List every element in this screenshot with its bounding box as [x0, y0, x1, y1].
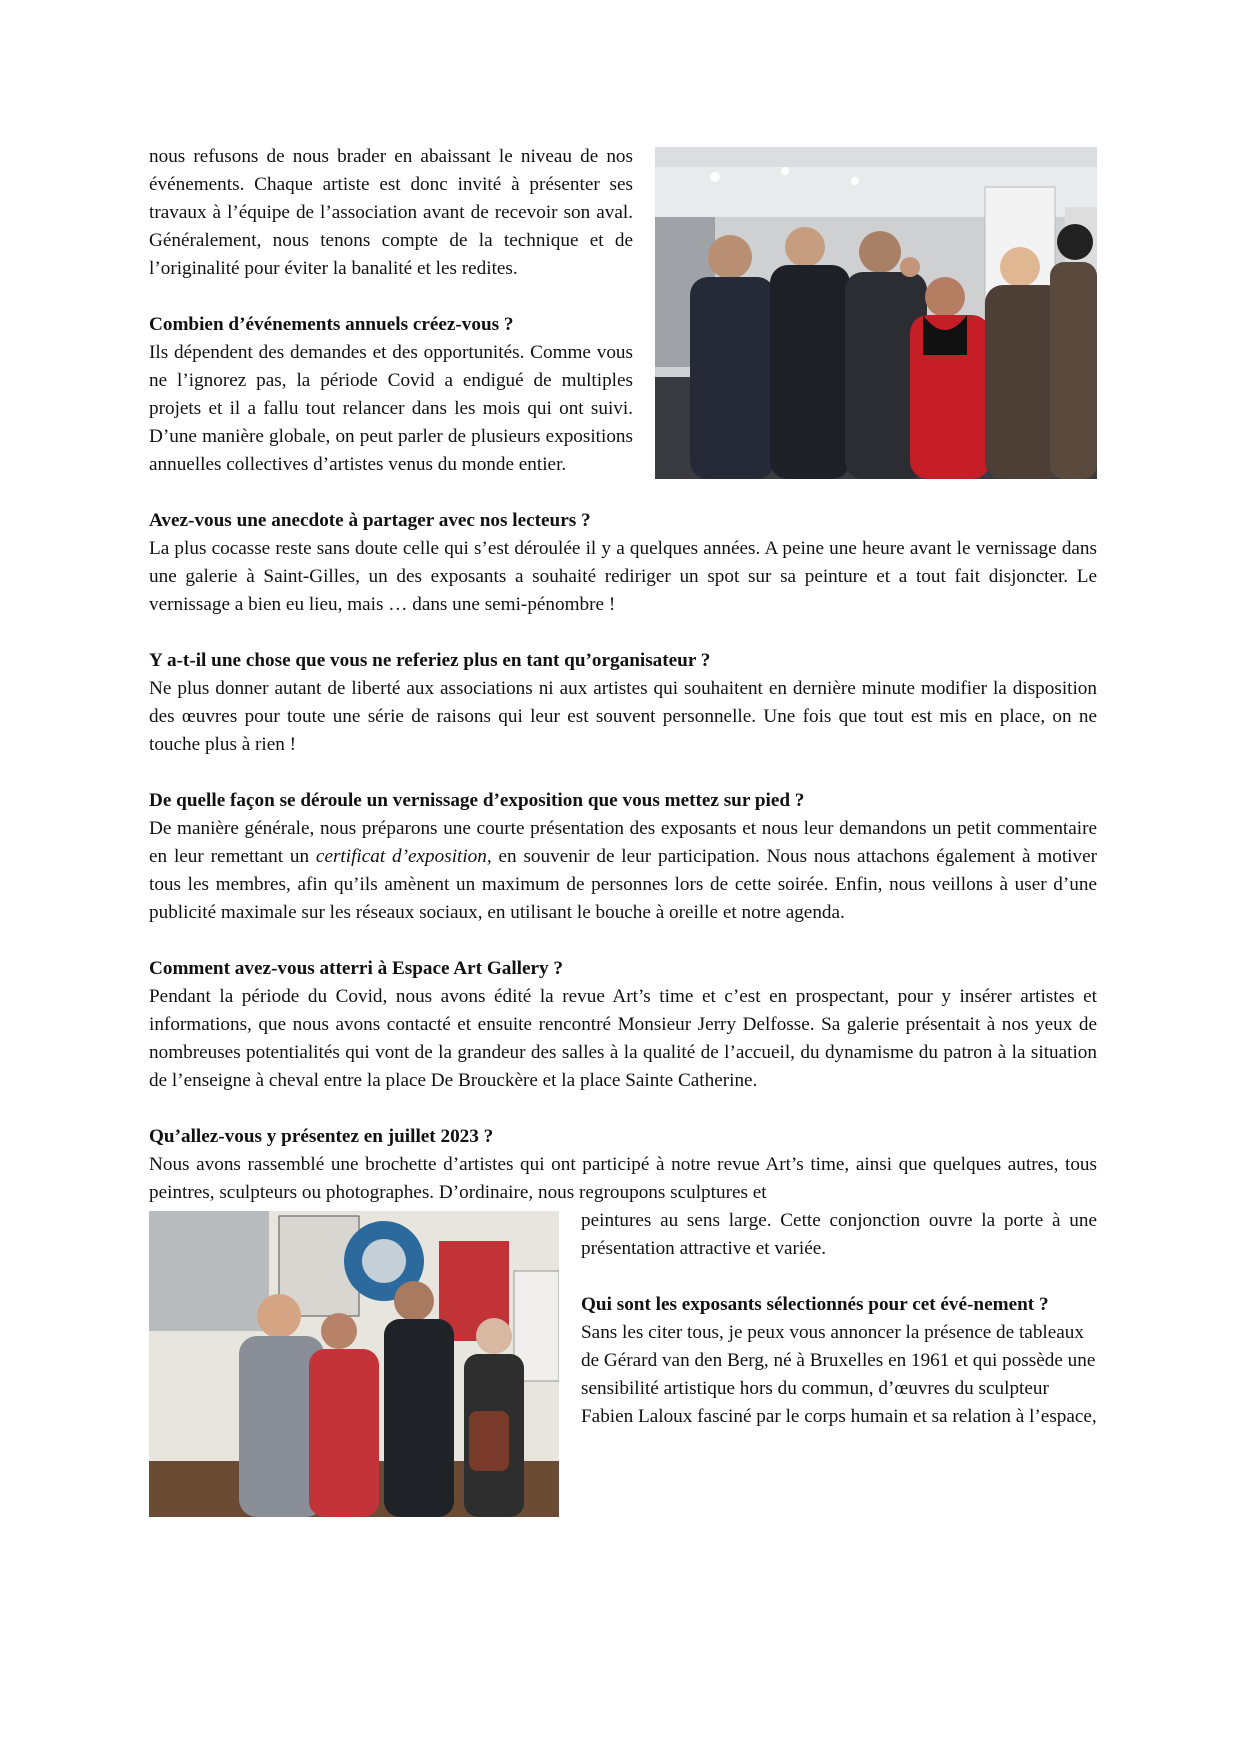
answer-anecdote: La plus cocasse reste sans doute celle qui s’est déroulée il y a quelques années. A peine une heure avant le vernissage dans une galerie à Saint-Gilles, un des exposants a souhaité rediriger un spot sur sa peinture et a tout fait disjoncter. Le vernissage a bien eu lieu, mais … dans une semi-pénombre ! [149, 538, 1097, 615]
question-selected-exhibitors: Qui sont les exposants sélectionnés pour cet évé-nement ? [581, 1294, 1049, 1315]
question-would-not-redo: Y a-t-il une chose que vous ne referiez plus en tant qu’organisateur ? [149, 650, 711, 671]
answer-events-per-year: Ils dépendent des demandes et des opportunités. Comme vous ne l’ignorez pas, la période Covid a endigué de multiples projets et il a fallu tout relancer dans les mois qui ont suivi. D’une manière globale, on peut parler de plusieurs expositions annuelles collectives d’artistes venus du monde entier. [149, 342, 633, 475]
question-anecdote: Avez-vous une anecdote à partager avec nos lecteurs ? [149, 510, 591, 531]
certificate-italic: certificat d’exposition, [315, 846, 492, 867]
gallery-conversation-photo [149, 1211, 559, 1517]
answer-espace-art-gallery: Pendant la période du Covid, nous avons édité la revue Art’s time et c’est en prospectant, pour y insérer artistes et informations, que nous avons contacté et ensuite rencontré Monsieur Jerry Delfosse. Sa galerie présentait à nos yeux de nombreuses potentialités qui vont de la grandeur des salles à la qualité de l’accueil, du dynamisme du patron à la situation de l’enseigne à cheval entre la place De Brouckère et la place Sainte Catherine. [149, 986, 1097, 1091]
question-espace-art-gallery: Comment avez-vous atterri à Espace Art Gallery ? [149, 958, 564, 979]
article-page [149, 143, 1097, 1523]
question-vernissage: De quelle façon se déroule un vernissage d’exposition que vous mettez sur pied ? [149, 790, 805, 811]
answer-selected-exhibitors: Sans les citer tous, je peux vous annoncer la présence de tableaux de Gérard van den Berg, né à Bruxelles en 1961 et qui possède une sensibilité artistique hors du commun, d’œuvres du sculpteur Fabien Laloux fasciné par le corps humain et sa relation à l’espace, [581, 1322, 1097, 1427]
answer-july-2023-continuation: peintures au sens large. Cette conjonction ouvre la porte à une présentation attractive et variée. [581, 1210, 1097, 1259]
answer-vernissage [149, 815, 1097, 927]
answer-would-not-redo: Ne plus donner autant de liberté aux associations ni aux artistes qui souhaitent en dernière minute modifier la disposition des œuvres pour toute une série de raisons qui leur est souvent personnelle. Une fois que tout est mis en place, on ne touche plus à rien ! [149, 678, 1097, 755]
answer-vernissage-part1: De manière générale, nous préparons une courte présentation des exposants et nous leur demandons un petit commentaire en leur remettant un [149, 818, 1097, 867]
answer-vernissage-part2: en souvenir de leur participation. Nous nous attachons également à motiver tous les membres, afin qu’ils amènent un maximum de personnes lors de cette soirée. Enfin, nous veillons à user d’une publicité maximale sur les réseaux sociaux, en utilisant le bouche à oreille et notre agenda. [149, 846, 1097, 923]
answer-july-2023-lines: Nous avons rassemblé une brochette d’artistes qui ont participé à notre revue Art’s time, ainsi que quelques autres, tous peintres, sculpteurs ou photographes. D’ordinaire, nous regroupons sculptures et [149, 1154, 1097, 1203]
question-july-2023: Qu’allez-vous y présentez en juillet 2023 ? [149, 1126, 494, 1147]
exhibition-crowd-photo [655, 147, 1097, 479]
intro-paragraph: nous refusons de nous brader en abaissant le niveau de nos événements. Chaque artiste est donc invité à présenter ses travaux à l’équipe de l’association avant de recevoir son aval. Généralement, nous tenons compte de la technique et de l’originalité pour éviter la banalité et les redites. [149, 146, 633, 279]
question-events-per-year: Combien d’événements annuels créez-vous ? [149, 314, 514, 335]
